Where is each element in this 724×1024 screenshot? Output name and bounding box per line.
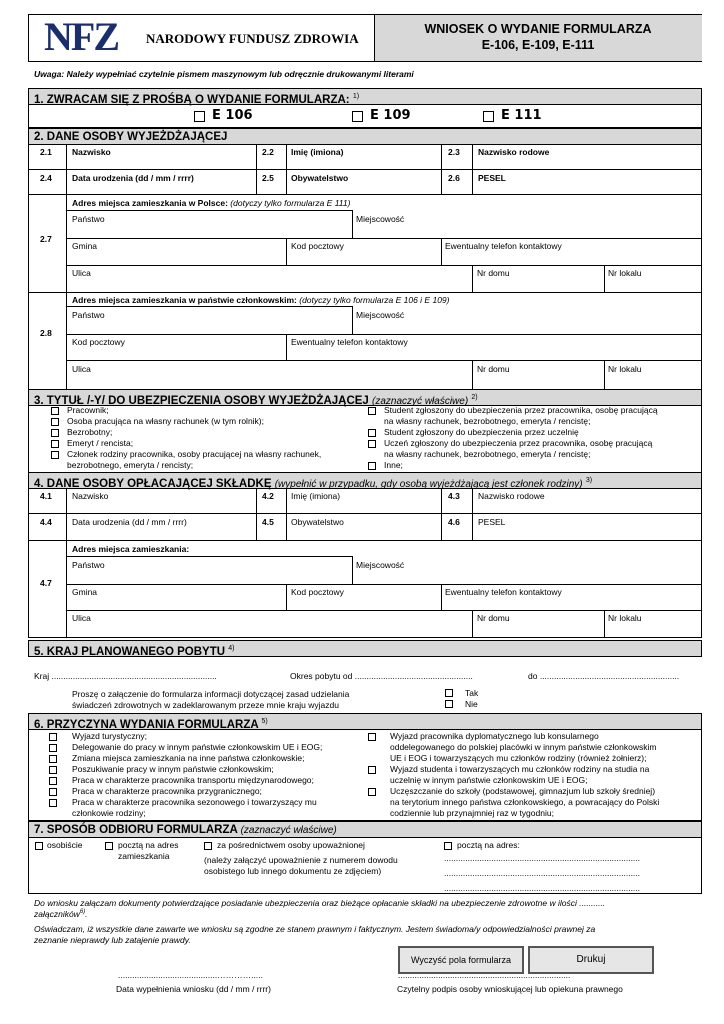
f24-label: Data urodzenia (dd / mm / rrrr) bbox=[72, 173, 194, 183]
s3-cb-student-zgloszony[interactable] bbox=[368, 407, 376, 415]
pl-nr-lokalu: Nr lokalu bbox=[608, 268, 642, 278]
attach-line-1: Do wniosku załączam dokumenty potwierdzające posiadanie ubezpieczenia oraz bieżące opłacanie składki na ubezpieczenie zdrowotne w ilości ........... bbox=[34, 898, 606, 908]
f25-label: Obywatelstwo bbox=[291, 173, 349, 183]
s3-header bbox=[28, 389, 702, 406]
s3-left-3: Emeryt / rencista; bbox=[67, 438, 134, 448]
s4-panstwo: Państwo bbox=[72, 560, 105, 570]
f44-label: Data urodzenia (dd / mm / rrrr) bbox=[72, 517, 187, 527]
s4-header bbox=[28, 472, 702, 489]
s4-ulica: Ulica bbox=[72, 613, 91, 623]
f42-label: Imię (imiona) bbox=[291, 491, 341, 501]
addr-mc-title bbox=[72, 295, 449, 305]
osobiscie-checkbox[interactable] bbox=[35, 842, 43, 850]
s6-cb-sezonowy[interactable] bbox=[49, 799, 57, 807]
attach-line-2 bbox=[34, 909, 88, 919]
f23-num: 2.3 bbox=[448, 147, 460, 157]
s6-cb-dyplomatyczny[interactable] bbox=[368, 733, 376, 741]
okres-od-field[interactable]: Okres pobytu od .................................................. bbox=[290, 671, 473, 681]
s4-title: 4. DANE OSOBY OPŁACAJĄCEJ SKŁADKĘ bbox=[34, 477, 272, 490]
s7-note: (zaznaczyć właściwe) bbox=[240, 825, 337, 836]
attach-end: . bbox=[85, 909, 88, 919]
s6-cb-szkola[interactable] bbox=[368, 788, 376, 796]
s6-footnote: 5) bbox=[261, 718, 268, 725]
s3-right-1: Student zgłoszony do ubezpieczenia przez pracownika, osobę pracującą bbox=[384, 405, 658, 415]
posrednictwo-label: za pośrednictwem osoby upoważnionej bbox=[217, 840, 365, 850]
f25-num: 2.5 bbox=[262, 173, 274, 183]
s4-telefon: Ewentualny telefon kontaktowy bbox=[445, 587, 562, 597]
s6-cb-zmiana-miejsca[interactable] bbox=[49, 755, 57, 763]
f21-num: 2.1 bbox=[40, 147, 52, 157]
s6-right1-0: Wyjazd pracownika dyplomatycznego lub konsularnego bbox=[390, 731, 599, 741]
s6-cb-przygraniczny[interactable] bbox=[49, 788, 57, 796]
pl-panstwo: Państwo bbox=[72, 214, 105, 224]
s3-cb-inne[interactable] bbox=[368, 462, 376, 470]
f28-num: 2.8 bbox=[40, 328, 52, 338]
s6-right3-0: Uczęszczanie do szkoły (podstawowej, gimnazjum lub szkoły średniej) bbox=[390, 786, 656, 796]
f26-num: 2.6 bbox=[448, 173, 460, 183]
s6-left-6: Praca w charakterze pracownika sezonowego i towarzyszący mu bbox=[72, 797, 317, 807]
s1-options-frame bbox=[28, 104, 702, 128]
adres-line-2[interactable]: ................................................................................... bbox=[444, 868, 641, 878]
s6-left-0: Wyjazd turystyczny; bbox=[72, 731, 148, 741]
f24-num: 2.4 bbox=[40, 173, 52, 183]
s3-cb-czlonek-rodziny[interactable] bbox=[51, 451, 59, 459]
s1-title: 1. ZWRACAM SIĘ Z PROŚBĄ O WYDANIE FORMULARZA: bbox=[34, 93, 350, 106]
poczta-zamieszkania-label-2: zamieszkania bbox=[118, 851, 170, 861]
addr-mc-title-text: Adres miejsca zamieszkania w państwie członkowskim: bbox=[72, 295, 297, 305]
nfz-logo-text: NFZ bbox=[44, 14, 118, 59]
f44-num: 4.4 bbox=[40, 517, 52, 527]
s2-header bbox=[28, 128, 702, 145]
s6-left-3: Poszukiwanie pracy w innym państwie członkowskim; bbox=[72, 764, 274, 774]
org-name: NARODOWY FUNDUSZ ZDROWIA bbox=[146, 31, 359, 46]
f43-num: 4.3 bbox=[448, 491, 460, 501]
s4-note: (wypełnić w przypadku, gdy osobą wyjeżdżającą jest członek rodziny) bbox=[274, 478, 583, 490]
s6-cb-turystyczny[interactable] bbox=[49, 733, 57, 741]
f45-label: Obywatelstwo bbox=[291, 517, 344, 527]
f47-num: 4.7 bbox=[40, 578, 52, 588]
s3-left-cont: bezrobotnego, emeryta / rencisty; bbox=[67, 460, 194, 470]
date-dots[interactable]: ..........................................…………..... bbox=[118, 970, 263, 980]
print-button[interactable]: Drukuj bbox=[528, 946, 654, 974]
s3-right-3b: na własny rachunek, bezrobotnego, emeryta / rencistę; bbox=[384, 449, 591, 459]
s4-addr-title: Adres miejsca zamieszkania: bbox=[72, 544, 190, 554]
addr-mc-note: (dotyczy tylko formularza E 106 i E 109) bbox=[299, 295, 450, 305]
pl-kod: Kod pocztowy bbox=[291, 241, 344, 251]
s6-left-2: Zmiana miejsca zamieszkania na inne państwa członkowskie; bbox=[72, 753, 305, 763]
pl-gmina: Gmina bbox=[72, 241, 98, 251]
s6-cb-transport[interactable] bbox=[49, 777, 57, 785]
e109-label: E 109 bbox=[370, 108, 411, 123]
mc-panstwo: Państwo bbox=[72, 310, 105, 320]
adres-line-3[interactable]: ................................................................................... bbox=[444, 883, 641, 893]
f41-label: Nazwisko bbox=[72, 491, 109, 501]
s6-cb-delegowanie[interactable] bbox=[49, 744, 57, 752]
tak-label: Tak bbox=[465, 688, 479, 698]
s4-footnote: 3) bbox=[585, 477, 593, 484]
s3-cb-wlasny-rachunek[interactable] bbox=[51, 418, 59, 426]
s3-cb-emeryt[interactable] bbox=[51, 440, 59, 448]
s3-left-4: Członek rodziny pracownika, osoby pracującej na własny rachunek, bbox=[67, 449, 322, 459]
okres-do-field[interactable]: do ........................................................... bbox=[528, 671, 680, 681]
mc-miejscowosc: Miejscowość bbox=[356, 310, 405, 320]
f46-num: 4.6 bbox=[448, 517, 460, 527]
kraj-field[interactable]: Kraj ...................................................................... bbox=[34, 671, 217, 681]
f42-num: 4.2 bbox=[262, 491, 274, 501]
pl-nr-domu: Nr domu bbox=[477, 268, 510, 278]
s6-right2-1: uczelnię w innym państwie członkowskim UE i EOG; bbox=[390, 775, 588, 785]
s6-left-1: Delegowanie do pracy w innym państwie członkowskim UE i EOG; bbox=[72, 742, 323, 752]
s6-right3-2: codziennie lub przynajmniej raz w tygodniu; bbox=[390, 808, 554, 818]
s3-cb-uczen[interactable] bbox=[368, 440, 376, 448]
s3-left-1: Osoba pracująca na własny rachunek (w tym rolnik); bbox=[67, 416, 264, 426]
s6-right3-1: na terytorium innego państwa członkowskiego, a powracający do Polski bbox=[390, 797, 660, 807]
pl-ulica: Ulica bbox=[72, 268, 91, 278]
declare-line-1: Oświadczam, iż wszystkie dane zawarte we wniosku są zgodne ze stanem prawnym i faktycznym. Jestem świadoma/y odpowiedzialności prawnej za bbox=[34, 924, 596, 934]
s3-title: 3. TYTUŁ /-Y/ DO UBEZPIECZENIA OSOBY WYJEŻDŻAJĄCEJ bbox=[34, 394, 369, 407]
s5-footnote: 4) bbox=[228, 645, 235, 652]
poczta-zamieszkania-label-1: pocztą na adres bbox=[118, 840, 179, 850]
notice: Uwaga: Należy wypełniać czytelnie pismem maszynowym lub odręcznie drukowanymi literami bbox=[34, 69, 414, 79]
mc-nr-domu: Nr domu bbox=[477, 364, 510, 374]
s5-title: 5. KRAJ PLANOWANEGO POBYTU bbox=[34, 645, 226, 658]
s5-header bbox=[28, 640, 702, 657]
addr-pl-note: (dotyczy tylko formularza E 111) bbox=[230, 198, 351, 208]
s6-title: 6. PRZYCZYNA WYDANIA FORMULARZA bbox=[34, 718, 259, 731]
s5-info-2: świadczeń zdrowotnych w zadeklarowanym przeze mnie kraju wyjazdu bbox=[72, 700, 339, 710]
nie-label: Nie bbox=[465, 699, 478, 709]
pl-miejscowosc: Miejscowość bbox=[356, 214, 405, 224]
mc-kod: Kod pocztowy bbox=[72, 337, 125, 347]
attach-footnote: 6) bbox=[79, 909, 86, 916]
clear-form-button[interactable]: Wyczyść pola formularza bbox=[398, 946, 524, 974]
sign-dots[interactable]: ......................................................................... bbox=[398, 970, 571, 980]
s3-right-1b: na własny rachunek, bezrobotnego, emeryta / rencistę; bbox=[384, 416, 591, 426]
s7-title: 7. SPOSÓB ODBIORU FORMULARZA bbox=[34, 824, 238, 836]
s4-kod: Kod pocztowy bbox=[291, 587, 344, 597]
s1-footnote: 1) bbox=[352, 93, 360, 100]
e106-label: E 106 bbox=[212, 108, 253, 123]
s1-header bbox=[28, 88, 702, 105]
posrednictwo-note-2: osobistego lub innego dokumentu ze zdjęciem) bbox=[204, 866, 382, 876]
posrednictwo-checkbox[interactable] bbox=[204, 842, 212, 850]
mc-nr-lokalu: Nr lokalu bbox=[608, 364, 642, 374]
f22-label: Imię (imiona) bbox=[291, 147, 344, 157]
s3-note: (zaznaczyć właściwe) bbox=[372, 395, 469, 407]
s7-header bbox=[28, 821, 702, 838]
poczta-zamieszkania-checkbox[interactable] bbox=[105, 842, 113, 850]
mc-ulica: Ulica bbox=[72, 364, 91, 374]
form-title-2: E-106, E-109, E-111 bbox=[481, 38, 595, 52]
nfz-logo bbox=[44, 14, 128, 59]
s6-cb-student[interactable] bbox=[368, 766, 376, 774]
posrednictwo-note-1: (należy załączyć upoważnienie z numerem dowodu bbox=[204, 855, 398, 865]
s4-nr-lokalu: Nr lokalu bbox=[608, 613, 642, 623]
s6-left-cont: członkowie rodziny; bbox=[72, 808, 146, 818]
s6-header bbox=[28, 713, 702, 730]
addr-pl-title bbox=[72, 198, 350, 208]
nie-checkbox[interactable] bbox=[445, 700, 453, 708]
f27-num: 2.7 bbox=[40, 234, 52, 244]
s3-right-2: Student zgłoszony do ubezpieczenia przez uczelnię bbox=[384, 427, 579, 437]
s3-cb-bezrobotny[interactable] bbox=[51, 429, 59, 437]
date-label: Data wypełnienia wniosku (dd / mm / rrrr) bbox=[116, 984, 271, 994]
addr-pl-title-text: Adres miejsca zamieszkania w Polsce: bbox=[72, 198, 228, 208]
s3-right-3: Uczeń zgłoszony do ubezpieczenia przez pracownika, osobę pracującą bbox=[384, 438, 653, 448]
mc-telefon: Ewentualny telefon kontaktowy bbox=[291, 337, 408, 347]
form-title-1: WNIOSEK O WYDANIE FORMULARZA bbox=[424, 22, 652, 36]
s3-right-4: Inne; bbox=[384, 460, 403, 470]
s4-miejscowosc: Miejscowość bbox=[356, 560, 405, 570]
s3-cb-student-uczelnia[interactable] bbox=[368, 429, 376, 437]
osobiscie-label: osobiście bbox=[47, 840, 83, 850]
s6-cb-poszukiwanie[interactable] bbox=[49, 766, 57, 774]
e111-label: E 111 bbox=[501, 108, 542, 123]
f43-label: Nazwisko rodowe bbox=[478, 491, 545, 501]
e111-checkbox[interactable] bbox=[483, 111, 494, 122]
s6-right2-0: Wyjazd studenta i towarzyszących mu członków rodziny na studia na bbox=[390, 764, 650, 774]
pl-telefon: Ewentualny telefon kontaktowy bbox=[445, 241, 562, 251]
f22-num: 2.2 bbox=[262, 147, 274, 157]
tak-checkbox[interactable] bbox=[445, 689, 453, 697]
s6-left-5: Praca w charakterze pracownika przygranicznego; bbox=[72, 786, 262, 796]
s6-left-4: Praca w charakterze pracownika transportu międzynarodowego; bbox=[72, 775, 314, 785]
poczta-na-adres-checkbox[interactable] bbox=[444, 842, 452, 850]
e106-checkbox[interactable] bbox=[194, 111, 205, 122]
s6-right1-2: UE i EOG i towarzyszących mu członków rodziny (również żołnierz); bbox=[390, 753, 647, 763]
e109-checkbox[interactable] bbox=[352, 111, 363, 122]
s4-gmina: Gmina bbox=[72, 587, 98, 597]
f21-label: Nazwisko bbox=[72, 147, 111, 157]
f41-num: 4.1 bbox=[40, 491, 52, 501]
s2-title: 2. DANE OSOBY WYJEŻDŻAJĄCEJ bbox=[34, 131, 228, 143]
attach-line-2-text: załączników bbox=[34, 909, 80, 919]
declare-line-2: zeznanie nieprawdy lub zatajenie prawdy. bbox=[34, 935, 191, 945]
s3-left-2: Bezrobotny; bbox=[67, 427, 113, 437]
f23-label: Nazwisko rodowe bbox=[478, 147, 550, 157]
s5-info-1: Proszę o załączenie do formularza informacji dotyczącej zasad udzielania bbox=[72, 689, 350, 699]
f45-num: 4.5 bbox=[262, 517, 274, 527]
s3-left-0: Pracownik; bbox=[67, 405, 109, 415]
f46-label: PESEL bbox=[478, 517, 506, 527]
s4-nr-domu: Nr domu bbox=[477, 613, 510, 623]
adres-line-1[interactable]: ................................................................................... bbox=[444, 853, 641, 863]
f26-label: PESEL bbox=[478, 173, 506, 183]
s6-right1-1: oddelegowanego do polskiej placówki w innym państwie członkowskim bbox=[390, 742, 657, 752]
poczta-na-adres-label: pocztą na adres: bbox=[457, 840, 520, 850]
s3-footnote: 2) bbox=[471, 394, 478, 401]
s3-cb-pracownik[interactable] bbox=[51, 407, 59, 415]
sign-label: Czytelny podpis osoby wnioskującej lub opiekuna prawnego bbox=[397, 984, 623, 994]
